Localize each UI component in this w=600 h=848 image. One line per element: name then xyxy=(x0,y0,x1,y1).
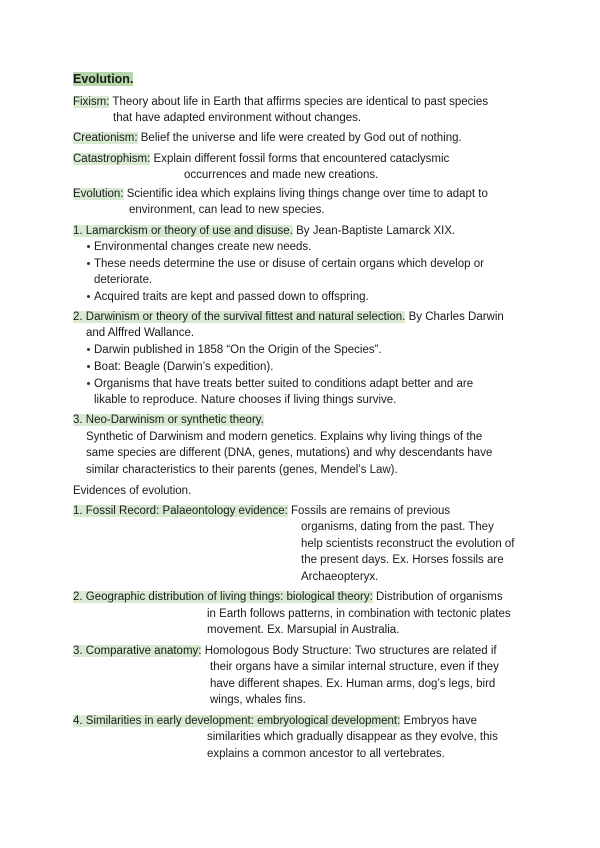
fixism-line-2: that have adapted environment without changes. xyxy=(113,112,362,124)
darwinism-bullet-3-cont: likable to reproduce. Nature chooses if living things survive. xyxy=(94,394,397,406)
fossil-line-3: help scientists reconstruct the evolution of xyxy=(301,538,515,550)
neodarwinism-line-2: same species are different (DNA, genes, mutations) and why descendants have xyxy=(86,447,493,459)
fossil-line-4: the present days. Ex. Horses fossils are xyxy=(301,554,504,566)
bullet-icon xyxy=(87,348,90,351)
geographic-heading: 2. Geographic distribution of living things: biological theory: Distribution of organisms xyxy=(73,591,503,603)
neodarwinism-line-1: Synthetic of Darwinism and modern genetics. Explains why living things of the xyxy=(86,431,483,443)
fossil-line-5: Archaeopteryx. xyxy=(301,571,379,583)
anatomy-line-4: wings, whales fins. xyxy=(210,694,306,706)
lamarckism-bullet-3: Acquired traits are kept and passed down to offspring. xyxy=(94,291,369,303)
embryo-line-2: similarities which gradually disappear as they evolve, this xyxy=(207,731,498,743)
anatomy-line-3: have different shapes. Ex. Human arms, dog’s legs, bird xyxy=(210,678,496,690)
evolution-line-1: Evolution: Scientific idea which explains living things change over time to adapt to xyxy=(73,188,488,200)
bullet-icon xyxy=(87,262,90,265)
bullet-icon xyxy=(87,365,90,368)
bullet-icon xyxy=(87,382,90,385)
evolution-term: Evolution: xyxy=(73,188,124,200)
anatomy-heading: 3. Comparative anatomy: Homologous Body Structure: Two structures are related if xyxy=(73,645,497,657)
darwinism-bullet-3: Organisms that have treats better suited to conditions adapt better and are xyxy=(94,378,474,390)
darwinism-bullet-1: Darwin published in 1858 “On the Origin of the Species”. xyxy=(94,344,382,356)
geographic-line-2: in Earth follows patterns, in combination with tectonic plates xyxy=(207,608,511,620)
fixism-term: Fixism: xyxy=(73,96,110,108)
neodarwinism-heading: 3. Neo-Darwinism or synthetic theory. xyxy=(73,414,264,426)
fossil-line-2: organisms, dating from the past. They xyxy=(301,521,494,533)
anatomy-line-2: their organs have a similar internal structure, even if they xyxy=(210,661,499,673)
evidences-heading: Evidences of evolution. xyxy=(73,485,192,497)
neodarwinism-line-3: similar characteristics to their parents (genes, Mendel’s Law). xyxy=(86,464,398,476)
geographic-line-3: movement. Ex. Marsupial in Australia. xyxy=(207,624,400,636)
catastrophism-line-2: occurrences and made new creations. xyxy=(184,169,379,181)
catastrophism-term: Catastrophism: xyxy=(73,153,151,165)
creationism-term: Creationism: xyxy=(73,132,138,144)
bullet-icon xyxy=(87,295,90,298)
lamarckism-bullet-2-cont: deteriorate. xyxy=(94,274,153,286)
darwinism-heading: 2. Darwinism or theory of the survival fittest and natural selection. By Charles Darwin xyxy=(73,311,504,323)
darwinism-line-2: and Alffred Wallance. xyxy=(86,327,195,339)
lamarckism-bullet-1: Environmental changes create new needs. xyxy=(94,241,312,253)
lamarckism-heading: 1. Lamarckism or theory of use and disuse. By Jean-Baptiste Lamarck XIX. xyxy=(73,225,456,237)
catastrophism-line-1: Catastrophism: Explain different fossil forms that encountered cataclysmic xyxy=(73,153,450,165)
page-title: Evolution. xyxy=(73,72,134,86)
embryo-heading: 4. Similarities in early development: embryological development: Embryos have xyxy=(73,715,477,727)
lamarckism-bullet-2: These needs determine the use or disuse of certain organs which develop or xyxy=(94,258,484,270)
fossil-heading: 1. Fossil Record: Palaeontology evidence: Fossils are remains of previous xyxy=(73,505,451,517)
creationism-line: Creationism: Belief the universe and life were created by God out of nothing. xyxy=(73,132,462,144)
fixism-line-1: Fixism: Theory about life in Earth that affirms species are identical to past species xyxy=(73,96,489,108)
embryo-line-3: explains a common ancestor to all vertebrates. xyxy=(207,748,445,760)
bullet-icon xyxy=(87,245,90,248)
evolution-line-2: environment, can lead to new species. xyxy=(129,204,325,216)
darwinism-bullet-2: Boat: Beagle (Darwin’s expedition). xyxy=(94,361,274,373)
